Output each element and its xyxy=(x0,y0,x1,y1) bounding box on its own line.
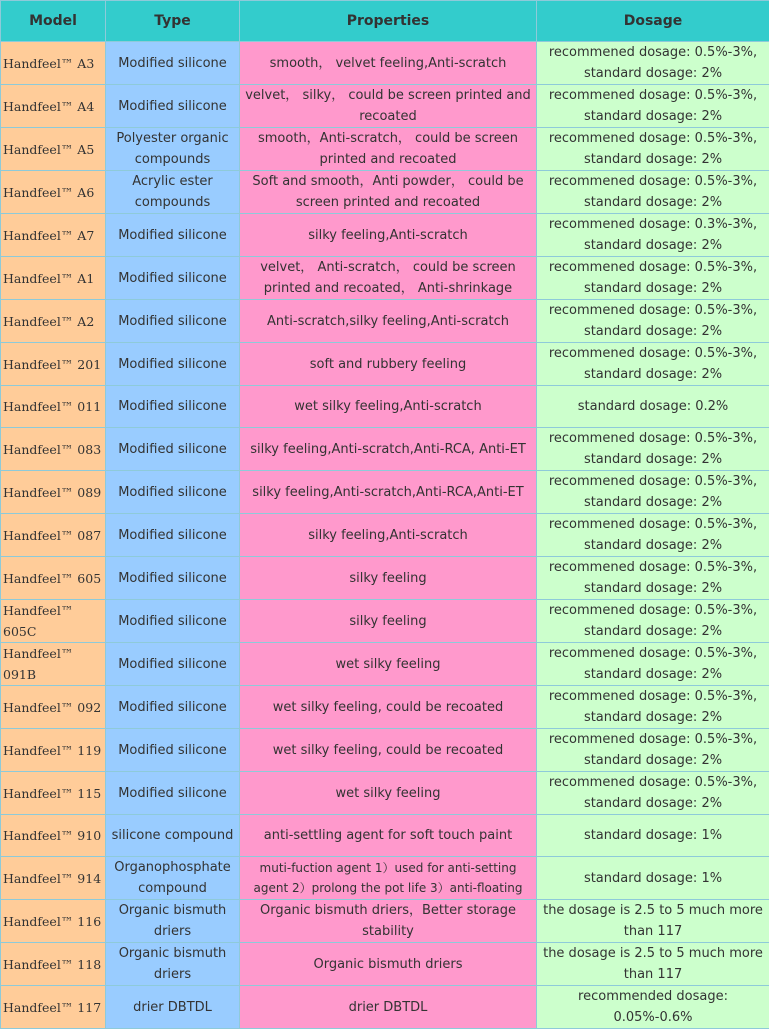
properties-cell: wet silky feeling, could be recoated xyxy=(240,729,537,772)
table-row xyxy=(1,214,769,257)
table-row xyxy=(1,857,769,900)
type-cell: Modified silicone xyxy=(106,257,240,300)
dosage-cell: recommened dosage: 0.5%-3%, standard dosage: 2% xyxy=(537,600,769,643)
header-dosage: Dosage xyxy=(537,1,769,42)
table-row xyxy=(1,729,769,772)
table-row xyxy=(1,171,769,214)
dosage-cell: recommened dosage: 0.5%-3%, standard dosage: 2% xyxy=(537,128,769,171)
table-row xyxy=(1,943,769,986)
table-row xyxy=(1,471,769,514)
properties-cell: drier DBTDL xyxy=(240,986,537,1029)
table-row xyxy=(1,900,769,943)
table-row xyxy=(1,514,769,557)
table-row xyxy=(1,300,769,343)
model-cell: Handfeel™ 117 xyxy=(1,986,106,1029)
model-cell: Handfeel™ 115 xyxy=(1,772,106,815)
properties-cell: silky feeling xyxy=(240,557,537,600)
type-cell: Acrylic ester compounds xyxy=(106,171,240,214)
table-row xyxy=(1,557,769,600)
table-row xyxy=(1,686,769,729)
dosage-cell: recommened dosage: 0.5%-3%, standard dosage: 2% xyxy=(537,514,769,557)
dosage-cell: standard dosage: 1% xyxy=(537,857,769,900)
type-cell: Modified silicone xyxy=(106,386,240,428)
properties-cell: velvet， Anti-scratch， could be screen printed and recoated， Anti-shrinkage xyxy=(240,257,537,300)
model-cell: Handfeel™ 119 xyxy=(1,729,106,772)
type-cell: Modified silicone xyxy=(106,686,240,729)
table-row xyxy=(1,343,769,386)
table-row xyxy=(1,986,769,1029)
type-cell: Modified silicone xyxy=(106,85,240,128)
model-cell: Handfeel™ A7 xyxy=(1,214,106,257)
type-cell: Modified silicone xyxy=(106,214,240,257)
properties-cell: velvet， silky， could be screen printed and recoated xyxy=(240,85,537,128)
header-type: Type xyxy=(106,1,240,42)
properties-cell: silky feeling,Anti-scratch xyxy=(240,514,537,557)
dosage-cell: recommened dosage: 0.5%-3%, standard dosage: 2% xyxy=(537,772,769,815)
dosage-cell: recommened dosage: 0.5%-3%, standard dosage: 2% xyxy=(537,557,769,600)
dosage-cell: the dosage is 2.5 to 5 much more than 117 xyxy=(537,943,769,986)
dosage-cell: recommened dosage: 0.5%-3%, standard dosage: 2% xyxy=(537,300,769,343)
properties-cell: smooth， velvet feeling,Anti-scratch xyxy=(240,42,537,85)
dosage-cell: recommened dosage: 0.5%-3%, standard dosage: 2% xyxy=(537,85,769,128)
properties-cell: Organic bismuth driers xyxy=(240,943,537,986)
model-cell: Handfeel™ A3 xyxy=(1,42,106,85)
header-row xyxy=(1,1,769,42)
dosage-cell: recommened dosage: 0.5%-3%, standard dosage: 2% xyxy=(537,42,769,85)
dosage-cell: recommened dosage: 0.5%-3%, standard dosage: 2% xyxy=(537,643,769,686)
type-cell: Organophosphate compound xyxy=(106,857,240,900)
table-row xyxy=(1,428,769,471)
properties-cell: muti-fuction agent 1）used for anti-setting agent 2）prolong the pot life 3）anti-floating xyxy=(240,857,537,900)
type-cell: Organic bismuth driers xyxy=(106,943,240,986)
properties-cell: wet silky feeling,Anti-scratch xyxy=(240,386,537,428)
type-cell: Polyester organic compounds xyxy=(106,128,240,171)
table-row xyxy=(1,257,769,300)
table-row xyxy=(1,42,769,85)
table-row xyxy=(1,600,769,643)
properties-cell: Organic bismuth driers，Better storage stability xyxy=(240,900,537,943)
properties-cell: soft and rubbery feeling xyxy=(240,343,537,386)
dosage-cell: recommened dosage: 0.3%-3%, standard dosage: 2% xyxy=(537,214,769,257)
type-cell: Modified silicone xyxy=(106,600,240,643)
properties-cell: silky feeling,Anti-scratch,Anti-RCA,Anti-ET xyxy=(240,471,537,514)
model-cell: Handfeel™ 914 xyxy=(1,857,106,900)
model-cell: Handfeel™ 092 xyxy=(1,686,106,729)
model-cell: Handfeel™ A5 xyxy=(1,128,106,171)
model-cell: Handfeel™ 910 xyxy=(1,815,106,857)
dosage-cell: recommened dosage: 0.5%-3%, standard dosage: 2% xyxy=(537,471,769,514)
model-cell: Handfeel™ A6 xyxy=(1,171,106,214)
model-cell: Handfeel™ 089 xyxy=(1,471,106,514)
type-cell: Modified silicone xyxy=(106,428,240,471)
model-cell: Handfeel™ 011 xyxy=(1,386,106,428)
model-cell: Handfeel™ A2 xyxy=(1,300,106,343)
type-cell: Modified silicone xyxy=(106,343,240,386)
properties-cell: silky feeling,Anti-scratch xyxy=(240,214,537,257)
model-cell: Handfeel™ 201 xyxy=(1,343,106,386)
properties-cell: silky feeling,Anti-scratch,Anti-RCA, Anti-ET xyxy=(240,428,537,471)
properties-cell: wet silky feeling, could be recoated xyxy=(240,686,537,729)
model-cell: Handfeel™ 118 xyxy=(1,943,106,986)
table-row xyxy=(1,85,769,128)
dosage-cell: recommened dosage: 0.5%-3%, standard dosage: 2% xyxy=(537,257,769,300)
table-row xyxy=(1,643,769,686)
type-cell: Modified silicone xyxy=(106,514,240,557)
type-cell: drier DBTDL xyxy=(106,986,240,1029)
table-row xyxy=(1,772,769,815)
model-cell: Handfeel™ 087 xyxy=(1,514,106,557)
model-cell: Handfeel™ 091B xyxy=(1,643,106,686)
properties-cell: silky feeling xyxy=(240,600,537,643)
dosage-cell: the dosage is 2.5 to 5 much more than 117 xyxy=(537,900,769,943)
type-cell: Modified silicone xyxy=(106,772,240,815)
type-cell: Modified silicone xyxy=(106,729,240,772)
model-cell: Handfeel™ 605 xyxy=(1,557,106,600)
model-cell: Handfeel™ A4 xyxy=(1,85,106,128)
type-cell: Modified silicone xyxy=(106,471,240,514)
type-cell: Modified silicone xyxy=(106,643,240,686)
type-cell: Modified silicone xyxy=(106,557,240,600)
table-row xyxy=(1,386,769,428)
model-cell: Handfeel™ A1 xyxy=(1,257,106,300)
properties-cell: Anti-scratch,silky feeling,Anti-scratch xyxy=(240,300,537,343)
header-properties: Properties xyxy=(240,1,537,42)
type-cell: Modified silicone xyxy=(106,42,240,85)
dosage-cell: recommened dosage: 0.5%-3%, standard dosage: 2% xyxy=(537,343,769,386)
properties-cell: Soft and smooth，Anti powder， could be screen printed and recoated xyxy=(240,171,537,214)
properties-cell: wet silky feeling xyxy=(240,643,537,686)
dosage-cell: recommened dosage: 0.5%-3%, standard dosage: 2% xyxy=(537,171,769,214)
dosage-cell: recommened dosage: 0.5%-3%, standard dosage: 2% xyxy=(537,428,769,471)
type-cell: Organic bismuth driers xyxy=(106,900,240,943)
properties-cell: anti-settling agent for soft touch paint xyxy=(240,815,537,857)
properties-cell: wet silky feeling xyxy=(240,772,537,815)
dosage-cell: standard dosage: 0.2% xyxy=(537,386,769,428)
properties-cell: smooth，Anti-scratch， could be screen printed and recoated xyxy=(240,128,537,171)
model-cell: Handfeel™ 083 xyxy=(1,428,106,471)
type-cell: Modified silicone xyxy=(106,300,240,343)
table-row xyxy=(1,815,769,857)
header-model: Model xyxy=(1,1,106,42)
dosage-cell: standard dosage: 1% xyxy=(537,815,769,857)
dosage-cell: recommened dosage: 0.5%-3%, standard dosage: 2% xyxy=(537,729,769,772)
type-cell: silicone compound xyxy=(106,815,240,857)
dosage-cell: recommended dosage: 0.05%-0.6% xyxy=(537,986,769,1029)
model-cell: Handfeel™ 605C xyxy=(1,600,106,643)
dosage-cell: recommened dosage: 0.5%-3%, standard dosage: 2% xyxy=(537,686,769,729)
table-row xyxy=(1,128,769,171)
model-cell: Handfeel™ 116 xyxy=(1,900,106,943)
